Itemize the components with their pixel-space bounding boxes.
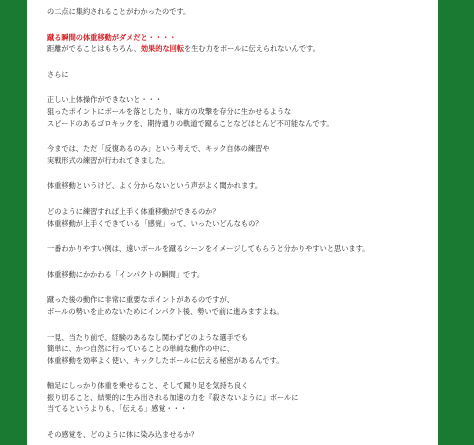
text-line [47,306,428,318]
body-text: 体重移動にかかわる「インパクトの瞬間」です。 [47,269,205,279]
text-line [47,118,428,130]
paragraph [47,32,428,55]
paragraph [47,332,428,367]
text-line [47,6,428,18]
text-line [47,206,428,218]
text-line [47,143,428,155]
article-sheet [27,0,438,445]
body-text: 軸足にしっかり体重を乗せること、そして蹴り足を気持ち良く [47,381,249,391]
text-line [47,69,428,81]
body-text: 狙ったポイントにボールを落としたり、味方の攻撃を存分に生かせるような [47,106,292,116]
text-line [47,43,428,55]
text-line [47,155,428,167]
text-line [47,180,428,192]
body-text: その感覚を、どのように体に染み込ませるか？ [47,430,198,440]
text-line [47,243,428,255]
paragraph [47,294,428,317]
paragraph [47,143,428,166]
body-text: を生む力をボールに伝えられないんです。 [184,44,320,54]
text-line [47,392,428,404]
text-line [47,106,428,118]
paragraph [47,269,428,281]
text-line [47,355,428,367]
paragraph [47,69,428,81]
body-text: 体重移動を効率よく使い、キックしたボールに伝える秘密があるんです。 [47,355,284,365]
text-line [47,332,428,344]
text-line [47,294,428,306]
body-text: どのように練習すれば上手く体重移動ができるのか？ [47,206,220,216]
text-line [47,218,428,230]
body-text: 体重移動が上手くできている「感覚」って、いったいどんなもの？ [47,218,263,228]
text-line [47,403,428,415]
emphasis-text: 効果的な回転 [140,44,185,54]
body-text: さらに [47,69,69,79]
body-text: ボールの勢いを止めないためにインパクト後、勢いで前に進みますよね。 [47,306,284,316]
emphasis-text: 蹴る瞬間の体重移動がダメだと・・・・ [47,32,177,42]
text-line [47,343,428,355]
body-text: 当てるというよりも、「伝える」感覚・・・ [47,404,188,414]
text-line [47,32,428,44]
paragraph [47,94,428,129]
body-text: 一見、当たり前で、経験のあるなし関わずどのような選手でも [47,332,249,342]
article-body [47,6,428,445]
paragraph [47,429,428,441]
body-text: 体重移動というけど、よく分からないという声がよく聞かれます。 [47,181,263,191]
body-text: 蹴った後の動作に非常に重要なポイントがあるのですが、 [47,295,234,305]
body-text: 実戦形式の練習が行われてきました。 [47,155,170,165]
text-line [47,380,428,392]
text-line [47,269,428,281]
body-text: 振り切ること、結果的に生み出される加速の力を『殺さないように』ボールに [47,392,299,402]
body-text: 距離がでることはもちろん、 [47,44,141,54]
paragraph [47,380,428,415]
paragraph [47,243,428,255]
paragraph [47,206,428,229]
body-text: 簡単に、かつ自然に行っていることの単純な動作の中に、 [47,344,234,354]
body-text: 正しい上体操作ができないと・・・ [47,95,163,105]
text-line [47,429,428,441]
body-text: スピードのあるゴロキックを、期待通りの軌道で蹴ることなどほとんど不可能なんです。 [47,118,334,128]
body-text: 今までは、ただ「反復あるのみ」という考えで、キック自体の練習や [47,144,270,154]
body-text: の二点に集約されることがわかったのです。 [47,7,191,16]
body-text: 一番わかりやすい例は、遠いボールを蹴るシーンをイメージしてもらうと分かりやすいと思います。 [47,244,370,254]
text-line [47,94,428,106]
paragraph [47,6,428,18]
paragraph [47,180,428,192]
